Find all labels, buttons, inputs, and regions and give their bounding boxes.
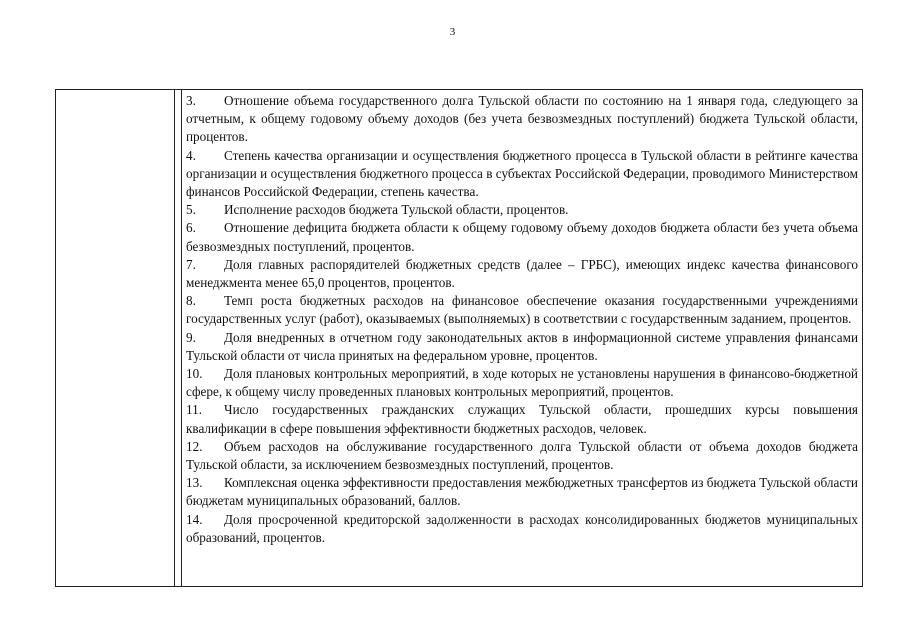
indicator-item (186, 511, 858, 547)
indicator-text: Темп роста бюджетных расходов на финансовое обеспечение оказания государственными учреждениями государственных услуг (работ), оказываемых (выполняемых) в соответствии с государственным заданием, процентов. (186, 293, 858, 327)
indicator-number: 10. (186, 366, 203, 382)
indicator-item (186, 365, 858, 401)
indicator-text: Доля плановых контрольных мероприятий, в ходе которых не установлены нарушения в финансово-бюджетной сфере, к общему числу проведенных плановых контрольных мероприятий, процентов. (186, 366, 858, 400)
indicator-number: 6. (186, 220, 196, 236)
column-divider (174, 90, 175, 586)
indicator-text: Объем расходов на обслуживание государственного долга Тульской области от объема доходов бюджета Тульской области, за исключением безвозмездных поступлений, процентов. (186, 438, 858, 473)
indicators-table (55, 89, 863, 587)
indicator-text: Число государственных гражданских служащих Тульской области, прошедших курсы повышения квалификации в сфере повышения эффективности бюджетных расходов, человек. (186, 402, 858, 436)
indicator-number: 14. (186, 511, 203, 527)
column-divider (181, 90, 182, 586)
indicator-text: Отношение объема государственного долга Тульской области по состоянию на 1 января года, следующего за отчетным, к общему годовому объему доходов (без учета безвозмездных поступлений) бюджета Тульской области, процентов. (186, 93, 858, 145)
indicator-number: 4. (186, 147, 196, 163)
indicator-text: Отношение дефицита бюджета области к общему годовому объему доходов бюджета области без учета объема безвозмездных поступлений, процентов. (186, 220, 858, 254)
indicator-number: 9. (186, 329, 196, 345)
indicator-item (186, 474, 858, 510)
indicator-item (186, 201, 858, 219)
indicator-number: 3. (186, 93, 196, 108)
indicator-item (186, 92, 858, 147)
page-number: 3 (449, 26, 456, 38)
indicators-list (186, 92, 858, 547)
indicator-text: Доля внедренных в отчетном году законодательных актов в информационной системе управления финансами Тульской области от числа принятых на федеральном уровне, процентов. (186, 329, 858, 363)
indicator-text: Исполнение расходов бюджета Тульской области, процентов. (224, 202, 569, 218)
indicator-number: 8. (186, 293, 196, 309)
indicator-text: Степень качества организации и осуществления бюджетного процесса в Тульской области в рейтинге качества организации и осуществления бюджетного процесса в субъектах Российской Федерации, проводимого Министерством финансов Российской Федерации, степень качества. (186, 147, 858, 200)
indicator-number: 5. (186, 202, 196, 218)
indicator-text: Доля главных распорядителей бюджетных средств (далее – ГРБС), имеющих индекс качества финансового менеджмента менее 65,0 процентов, процентов. (186, 256, 858, 291)
indicator-number: 11. (186, 402, 202, 418)
indicator-text: Комплексная оценка эффективности предоставления межбюджетных трансфертов из бюджета Тульской области бюджетам муниципальных образований, баллов. (186, 475, 858, 509)
indicator-item (186, 292, 858, 328)
indicator-number: 13. (186, 475, 203, 491)
indicator-item (186, 219, 858, 255)
indicator-item (186, 329, 858, 365)
indicator-item (186, 401, 858, 437)
indicator-item (186, 438, 858, 474)
indicator-number: 7. (186, 256, 196, 272)
indicator-text: Доля просроченной кредиторской задолженности в расходах консолидированных бюджетов муниципальных образований, процентов. (186, 511, 858, 545)
indicator-number: 12. (186, 438, 203, 454)
indicator-item (186, 256, 858, 292)
indicator-item (186, 147, 858, 202)
